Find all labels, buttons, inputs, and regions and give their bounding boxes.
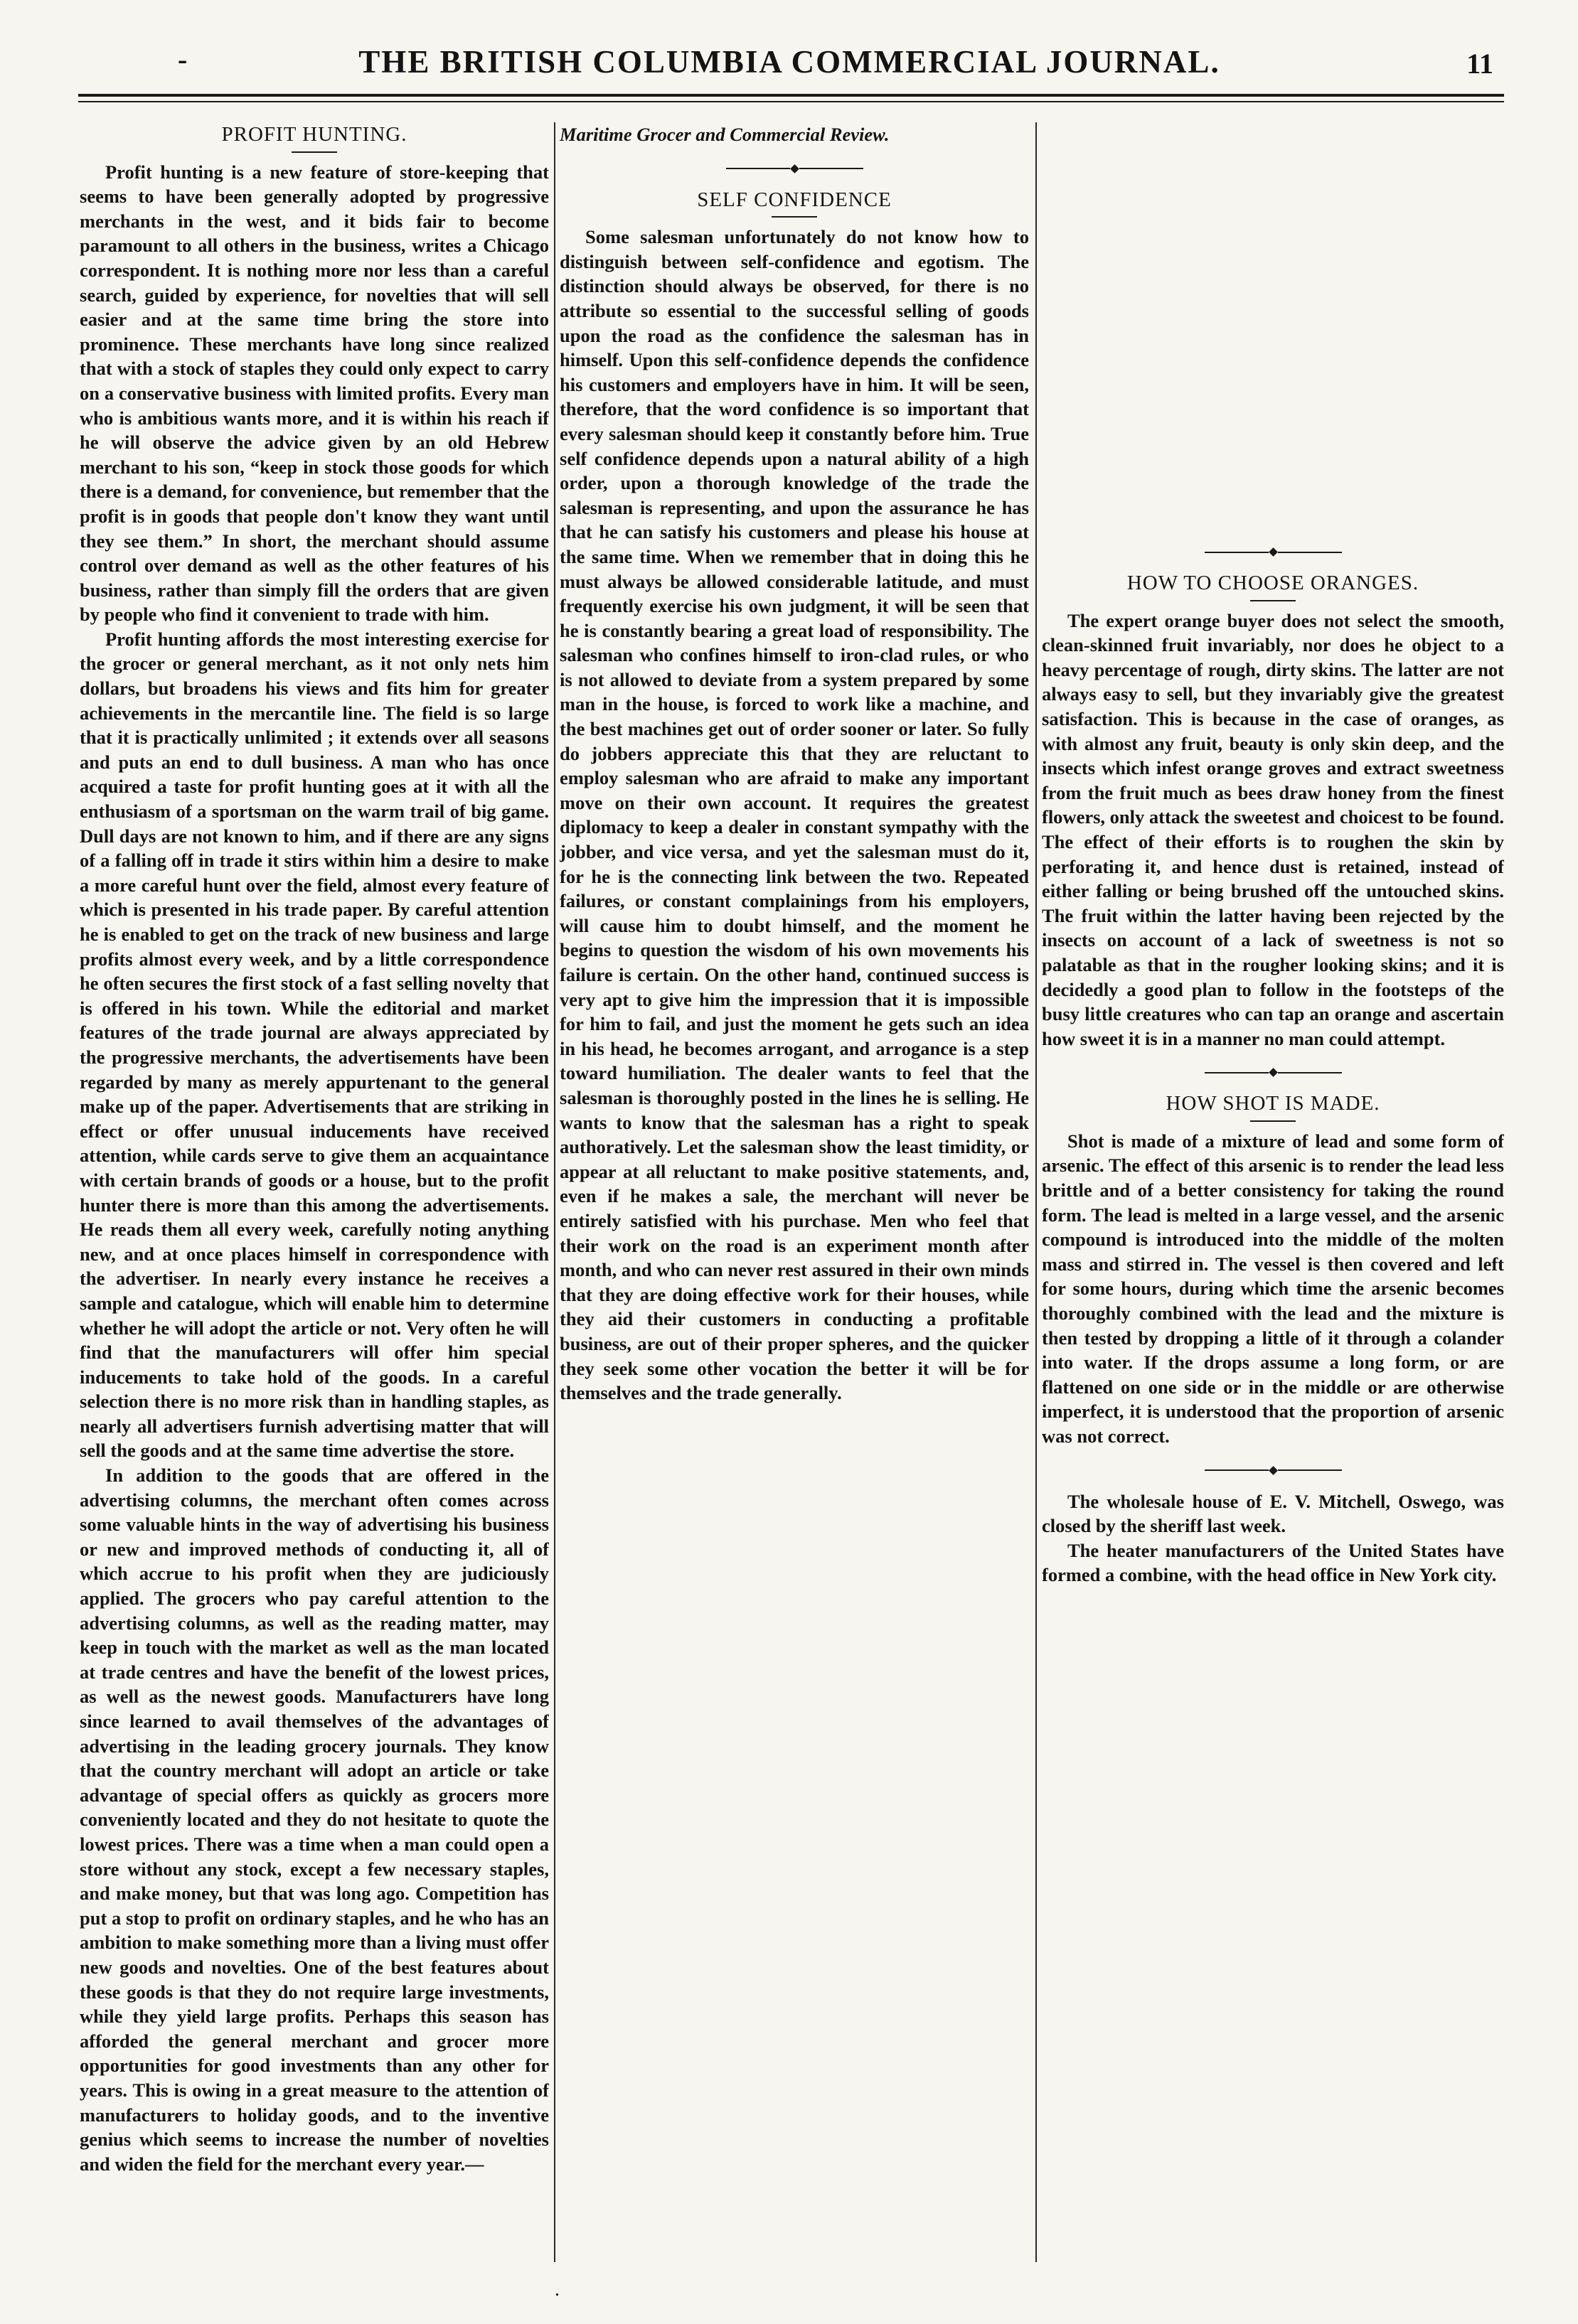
article-paragraph: Shot is made of a mixture of lead and some form of arsenic. The effect of this arsenic is to render the lead less brittle and of a better consistency for taking the round form. The lead is melted in a large vessel, and the arsenic compound is introduced into the middle of the molten mass and stirred in. The vessel is then covered and left for some hours, during which time the arsenic becomes thoroughly combined with the lead and the mixture is then tested by dropping a little of it through a colander into water. If the drops assume a long form, or are flattened on one side or in the middle or are otherwise imperfect, it is understood that the proportion of arsenic was not correct. (1042, 1130, 1504, 1447)
heading-rule (292, 151, 337, 153)
article-heading-shot: HOW SHOT IS MADE. (1166, 1092, 1380, 1115)
news-note: The heater manufacturers of the United States have formed a combine, with the head office in New York city. (1042, 1539, 1504, 1586)
article-paragraph: In addition to the goods that are offered in the advertising columns, the merchant often comes across some valuable hints in the way of advertising his business or new and improved methods of conducting it, all of which accrue to his profit when they are judiciously applied. The grocers who pay careful attention to the advertising columns, as well as the reading matter, may keep in touch with the market as well as the man located at trade centres and have the benefit of the lowest prices, as well as the newest goods. Manufacturers have long since learned to avail themselves of the advantages of advertising in the leading grocery journals. They know that the country merchant will adopt an article or take advantage of special offers as quickly as grocers more conveniently located and they do not hesitate to quote the lowest prices. There was a time when a man could open a store without any stock, except a few necessary staples, and make money, but that was long ago. Competition has put a stop to profit on ordinary staples, and he who has an ambition to make something more than a living must offer new goods and novelties. One of the best features about these goods is that they do not require large investments, while they yield large profits. Perhaps this season has afforded the general merchant and grocer more opportunities for good investments than any other for years. This is owing in a great measure to the attention of manufacturers to holiday goods, and to the inventive genius which seems to increase the number of novelties and widen the field for the merchant every year.— (80, 1464, 549, 2175)
article-source-line (560, 122, 1029, 147)
heading-rule (1250, 1120, 1296, 1122)
column-divider (554, 122, 555, 2262)
news-note: The wholesale house of E. V. Mitchell, Oswego, was closed by the sheriff last week. (1042, 1490, 1504, 1537)
column-3 (1042, 122, 1504, 2262)
section-separator (1042, 1069, 1504, 1076)
header-rule-thin (78, 101, 1504, 102)
article-paragraph: Some salesman unfortunately do not know how to distinguish between self-confidence and egotism. The distinction should always be observed, for there is no attribute so essential to the successful selling of goods upon the road as the confidence the salesman has in himself. Upon this self-confidence depends the confidence his customers and employers have in him. It will be seen, therefore, that the word confidence is so important that every salesman should keep it constantly before him. True self confidence depends upon a natural ability of a high order, upon a thorough knowledge of the trade the salesman is representing, and upon the assurance he has that he can satisfy his customers and please his house at the same time. When we remember that in doing this he must always be allowed considerable latitude, and must frequently exercise his own judgment, it will be seen that he is constantly bearing a great load of responsibility. The salesman who confines himself to iron-clad rules, or who is not allowed to deviate from a system prepared by some man in the house, is forced to work like a machine, and the best machines get out of order sooner or later. So fully do jobbers appreciate this that they are reluctant to employ salesman who are afraid to make any important move on their own account. It requires the greatest diplomacy to keep a dealer in constant sympathy with the jobber, and vice versa, and yet the salesman must do it, for he is the connecting link between the two. Repeated failures, or constant complainings from his employers, will cause him to doubt himself, and the moment he begins to question the wisdom of his own movements his failure is certain. On the other hand, continued success is very apt to give him the impression that it is impossible for him to fail, and just the moment he gets such an idea in his head, he becomes arrogant, and arrogance is a step toward humiliation. The dealer wants to feel that the salesman is thoroughly posted in the lines he is selling. He wants to know that the salesman has a right to speak authoratively. Let the salesman show the least timidity, or appear at all reluctant to make positive statements, and, even if he makes a sale, the merchant will never be entirely satisfied with his purchase. Men who feel that their work on the road is an experiment month after month, and who can never rest assured in their own minds that they are doing effective work for their houses, while they aid their customers in conducting a profitable business, are out of their proper spheres, and the quicker they seek some other vocation the better it will be for themselves and the trade generally. (560, 226, 1029, 1404)
article-paragraph: Profit hunting affords the most interesting exercise for the grocer or general merchant, as it not only nets him dollars, but broadens his views and fits him for greater achievements in the mercantile line. The field is so large that it is practically unlimited ; it extends over all seasons and puts an end to dull business. A man who has once acquired a taste for profit hunting goes at it with all the enthusiasm of a sportsman on the warm trail of big game. Dull days are not known to him, and if there are any signs of a falling off in trade it stirs within him a desire to make a more careful hunt over the field, almost every feature of which is presented in his trade paper. By careful attention he is enabled to get on the track of new business and large profits almost every week, and by a little correspondence he often secures the first stock of a fast selling novelty that is offered in his town. While the editorial and market features of the trade journal are always appreciated by the progressive merchants, the advertisements have been regarded by many as merely appurtenant to the general make up of the paper. Advertisements that are striking in effect or offer unusual inducements have received attention, while cards serve to give them an acquaintance with certain brands of goods or a house, but to the profit hunter there is more than this among the advertisements. He reads them all every week, carefully noting anything new, and at once places himself in correspondence with the advertiser. In nearly every instance he receives a sample and catalogue, which will enable him to determine whether he will adopt the article or not. Very often he will find that the manufacturers will offer him special inducements to take hold of the goods. In a careful selection there is no more risk than in handling staples, as nearly all advertisers furnish advertising matter that will sell the goods and at the same time advertise the store. (80, 628, 549, 1462)
header-rule-thick (78, 94, 1504, 97)
footer-mark: . (555, 2279, 560, 2301)
masthead (78, 37, 1500, 87)
article-paragraph: Profit hunting is a new feature of store-keeping that seems to have been generally adopted by progressive merchants in the west, and it bids fair to become paramount to all others in the business, writes a Chicago correspondent. It is nothing more nor less than a careful search, guided by experience, for novelties that will sell easier and at the same time bring the store into prominence. These merchants have long since realized that with a stock of staples they could only expect to carry on a conservative business with limited profits. Every man who is ambitious wants more, and it is within his reach if he will observe the advice given by an old Hebrew merchant to his son, “keep in stock those goods for which there is a demand, for convenience, but remember that the profit is in goods that people don't know they want until they see them.” In short, the merchant should assume control over demand as well as the other features of his business, rather than simply fill the orders that are given by people who find it convenient to trade with him. (80, 161, 549, 626)
page-number: 11 (1466, 48, 1493, 80)
column-divider (1035, 122, 1037, 2262)
section-separator (1042, 549, 1504, 555)
column-2 (560, 122, 1029, 2262)
section-separator (1042, 1467, 1504, 1474)
heading-rule (1250, 600, 1296, 601)
journal-title: THE BRITISH COLUMBIA COMMERCIAL JOURNAL. (358, 44, 1220, 80)
heading-rule (772, 216, 817, 218)
article-heading-oranges: HOW TO CHOOSE ORANGES. (1126, 572, 1419, 594)
article-source: Maritime Grocer and Commercial Review. (560, 124, 890, 145)
article-heading-profit-hunting: PROFIT HUNTING. (221, 123, 407, 146)
section-separator (560, 166, 1029, 172)
column-1 (80, 122, 549, 2262)
masthead-dash: - (178, 43, 188, 75)
article-paragraph: The expert orange buyer does not select the smooth, clean-skinned fruit invariably, nor does he object to a heavy percentage of rough, dirty skins. The latter are not always easy to sell, but they invariably give the greatest satisfaction. This is because in the case of oranges, as with almost any fruit, beauty is only skin deep, and the insects which infest orange groves and extract sweetness from the fruit much as bees draw honey from the finest flowers, only attack the sweetest and choicest to be found. The effect of their efforts is to roughen the skin by perforating it, and hence dust is retained, instead of either falling or being brushed off the untouched skins. The fruit within the latter having been rejected by the insects on account of a lack of sweetness is not so palatable as that in the rougher looking skins; and it is decidedly a good plan to follow in the footsteps of the busy little creatures who can tap an orange and ascertain how sweet it is in a manner no man could attempt. (1042, 609, 1504, 1049)
article-heading-self-confidence: SELF CONFIDENCE (697, 188, 892, 211)
